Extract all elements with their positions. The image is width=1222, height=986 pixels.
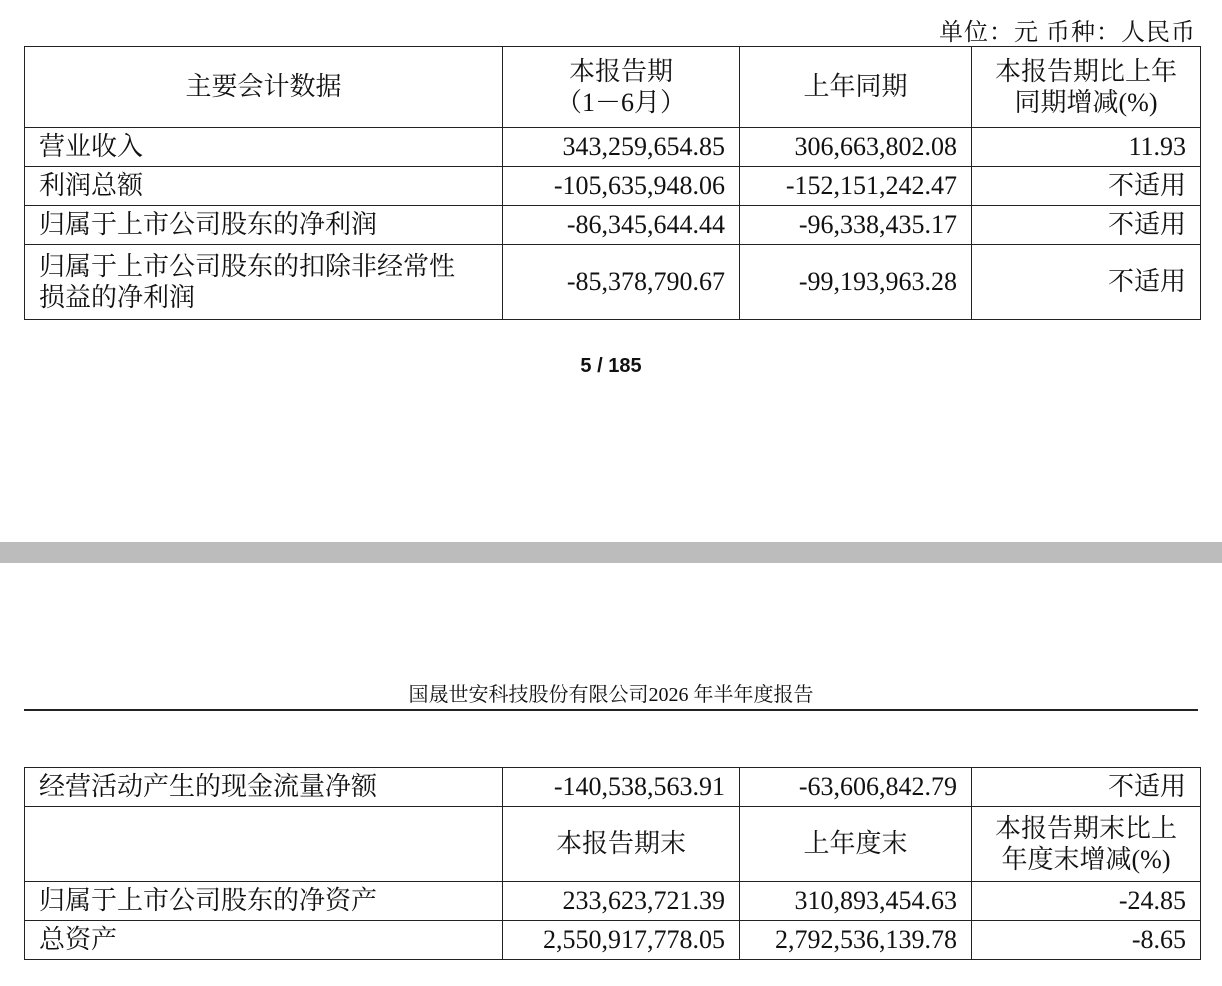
prior-value: 306,663,802.08 bbox=[740, 128, 972, 167]
header-change-line2: 同期增减(%) bbox=[1014, 88, 1158, 117]
header-change-line2: 年度末增减(%) bbox=[1001, 845, 1171, 874]
row-label-line2: 损益的净利润 bbox=[39, 283, 196, 312]
prior-value: -152,151,242.47 bbox=[740, 167, 972, 206]
change-value: 不适用 bbox=[972, 768, 1201, 807]
current-value: -140,538,563.91 bbox=[503, 768, 740, 807]
table-row bbox=[25, 206, 1201, 245]
row-label: 营业收入 bbox=[25, 128, 503, 167]
table-header-row bbox=[25, 807, 1201, 882]
table-row bbox=[25, 245, 1201, 320]
row-label: 总资产 bbox=[25, 921, 503, 960]
change-value: 不适用 bbox=[972, 245, 1201, 320]
key-accounting-data-table bbox=[24, 46, 1201, 320]
prior-value: 2,792,536,139.78 bbox=[740, 921, 972, 960]
change-value: 11.93 bbox=[972, 128, 1201, 167]
header-period-end: 本报告期末 bbox=[503, 807, 740, 882]
change-value: 不适用 bbox=[972, 167, 1201, 206]
prior-value: -99,193,963.28 bbox=[740, 245, 972, 320]
table-row bbox=[25, 167, 1201, 206]
table-header-row bbox=[25, 47, 1201, 128]
header-change-line1: 本报告期比上年 bbox=[994, 56, 1177, 86]
running-header: 国晟世安科技股份有限公司2026 年半年度报告 bbox=[408, 684, 814, 706]
row-label: 归属于上市公司股东的净利润 bbox=[25, 206, 503, 245]
prior-value: -96,338,435.17 bbox=[740, 206, 972, 245]
row-label-line1: 归属于上市公司股东的扣除非经常性 bbox=[39, 251, 456, 281]
key-accounting-data-table-continued bbox=[24, 767, 1201, 960]
header-current-period-line2: （1－6月） bbox=[555, 88, 686, 117]
row-label: 归属于上市公司股东的净资产 bbox=[25, 882, 503, 921]
current-value: 2,550,917,778.05 bbox=[503, 921, 740, 960]
header-blank bbox=[25, 807, 503, 882]
header-prior-period: 上年同期 bbox=[740, 47, 972, 128]
change-value: 不适用 bbox=[972, 206, 1201, 245]
unit-currency-note: 单位：元 币种：人民币 bbox=[939, 20, 1196, 46]
table-row bbox=[25, 921, 1201, 960]
current-value: 343,259,654.85 bbox=[503, 128, 740, 167]
row-label bbox=[25, 245, 503, 320]
header-change bbox=[972, 47, 1201, 128]
header-change-line1: 本报告期末比上 bbox=[994, 813, 1177, 843]
current-value: -105,635,948.06 bbox=[503, 167, 740, 206]
page-number: 5 / 185 bbox=[580, 355, 642, 377]
header-main-data: 主要会计数据 bbox=[25, 47, 503, 128]
header-prior-year-end: 上年度末 bbox=[740, 807, 972, 882]
row-label: 利润总额 bbox=[25, 167, 503, 206]
current-value: 233,623,721.39 bbox=[503, 882, 740, 921]
table-row bbox=[25, 768, 1201, 807]
current-value: -86,345,644.44 bbox=[503, 206, 740, 245]
prior-value: -63,606,842.79 bbox=[740, 768, 972, 807]
change-value: -8.65 bbox=[972, 921, 1201, 960]
header-change bbox=[972, 807, 1201, 882]
table-row bbox=[25, 128, 1201, 167]
page-gap-divider bbox=[0, 542, 1222, 563]
row-label: 经营活动产生的现金流量净额 bbox=[25, 768, 503, 807]
header-rule bbox=[24, 709, 1198, 711]
table-row bbox=[25, 882, 1201, 921]
header-current-period-line1: 本报告期 bbox=[568, 56, 673, 86]
prior-value: 310,893,454.63 bbox=[740, 882, 972, 921]
change-value: -24.85 bbox=[972, 882, 1201, 921]
current-value: -85,378,790.67 bbox=[503, 245, 740, 320]
header-current-period bbox=[503, 47, 740, 128]
